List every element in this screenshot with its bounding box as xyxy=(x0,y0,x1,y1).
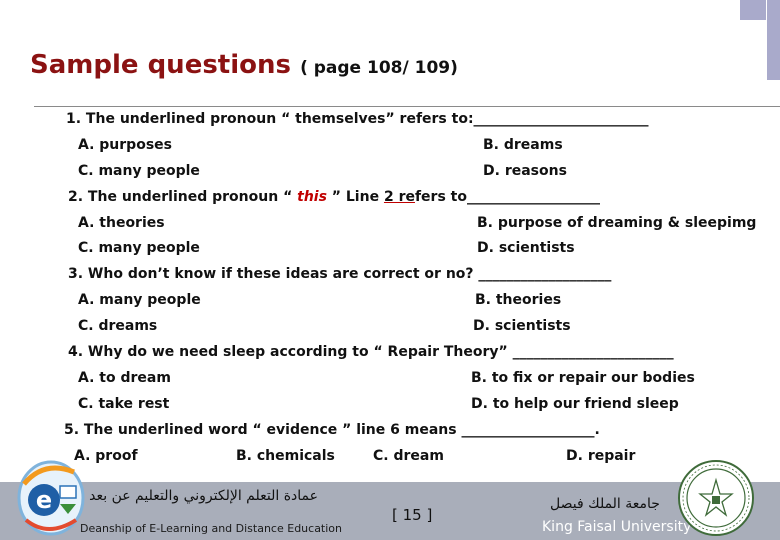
deanship-arabic-name: عمادة التعلم الإلكتروني والتعليم عن بعد xyxy=(89,488,318,504)
question-3-option-a: A. many people xyxy=(78,292,201,308)
question-5-option-d: D. repair xyxy=(566,448,636,464)
question-3-stem: 3. Who don’t know if these ideas are correct or no? ___________________ xyxy=(68,266,612,282)
question-1-stem: 1. The underlined pronoun “ themselves” refers to:_________________________ xyxy=(66,111,649,127)
question-5-option-b: B. chemicals xyxy=(236,448,335,464)
question-1-option-a: A. purposes xyxy=(78,137,172,153)
question-4-option-a: A. to dream xyxy=(78,370,171,386)
question-5-stem: 5. The underlined word “ evidence ” line 6 means ___________________. xyxy=(64,422,600,438)
question-1-option-d: D. reasons xyxy=(483,163,567,179)
question-4-stem: 4. Why do we need sleep according to “ Repair Theory” _______________________ xyxy=(68,344,674,360)
svg-text:e: e xyxy=(35,486,53,514)
question-2-option-b: B. purpose of dreaming & sleepimg xyxy=(477,215,757,231)
question-3-option-d: D. scientists xyxy=(473,318,571,334)
question-5-option-c: C. dream xyxy=(373,448,444,464)
decor-bar-top xyxy=(740,0,766,20)
decor-bar-right xyxy=(767,0,780,80)
question-2-stem-before: 2. The underlined pronoun “ xyxy=(68,189,298,205)
question-5-option-a: A. proof xyxy=(74,448,138,464)
question-2-option-a: A. theories xyxy=(78,215,165,231)
question-2-option-d: D. scientists xyxy=(477,240,575,256)
university-english-name: King Faisal University xyxy=(542,519,692,535)
title-subtitle: ( page 108/ 109) xyxy=(300,58,458,78)
question-1-option-c: C. many people xyxy=(78,163,200,179)
university-arabic-name: جامعة الملك فيصل xyxy=(550,496,660,512)
question-2-stem-mid: ” Line xyxy=(326,189,384,205)
university-seal-icon xyxy=(676,458,756,538)
e-learning-logo-icon xyxy=(14,456,88,540)
slide-title xyxy=(30,50,458,80)
page-number: [ 15 ] xyxy=(392,506,433,524)
deanship-english-name: Deanship of E-Learning and Distance Education xyxy=(80,522,343,535)
question-4-option-b: B. to fix or repair our bodies xyxy=(471,370,695,386)
question-4-option-d: D. to help our friend sleep xyxy=(471,396,679,412)
question-3-option-b: B. theories xyxy=(475,292,562,308)
question-2-option-c: C. many people xyxy=(78,240,200,256)
question-2-stem-after: fers to___________________ xyxy=(414,189,600,205)
question-2-stem xyxy=(68,189,600,205)
question-1-option-b: B. dreams xyxy=(483,137,563,153)
question-2-highlight-word: this xyxy=(297,189,327,205)
question-2-underlined-text: 2 re xyxy=(383,189,415,205)
question-4-option-c: C. take rest xyxy=(78,396,170,412)
title-divider xyxy=(34,106,780,107)
question-3-option-c: C. dreams xyxy=(78,318,158,334)
title-main: Sample questions xyxy=(30,50,291,80)
